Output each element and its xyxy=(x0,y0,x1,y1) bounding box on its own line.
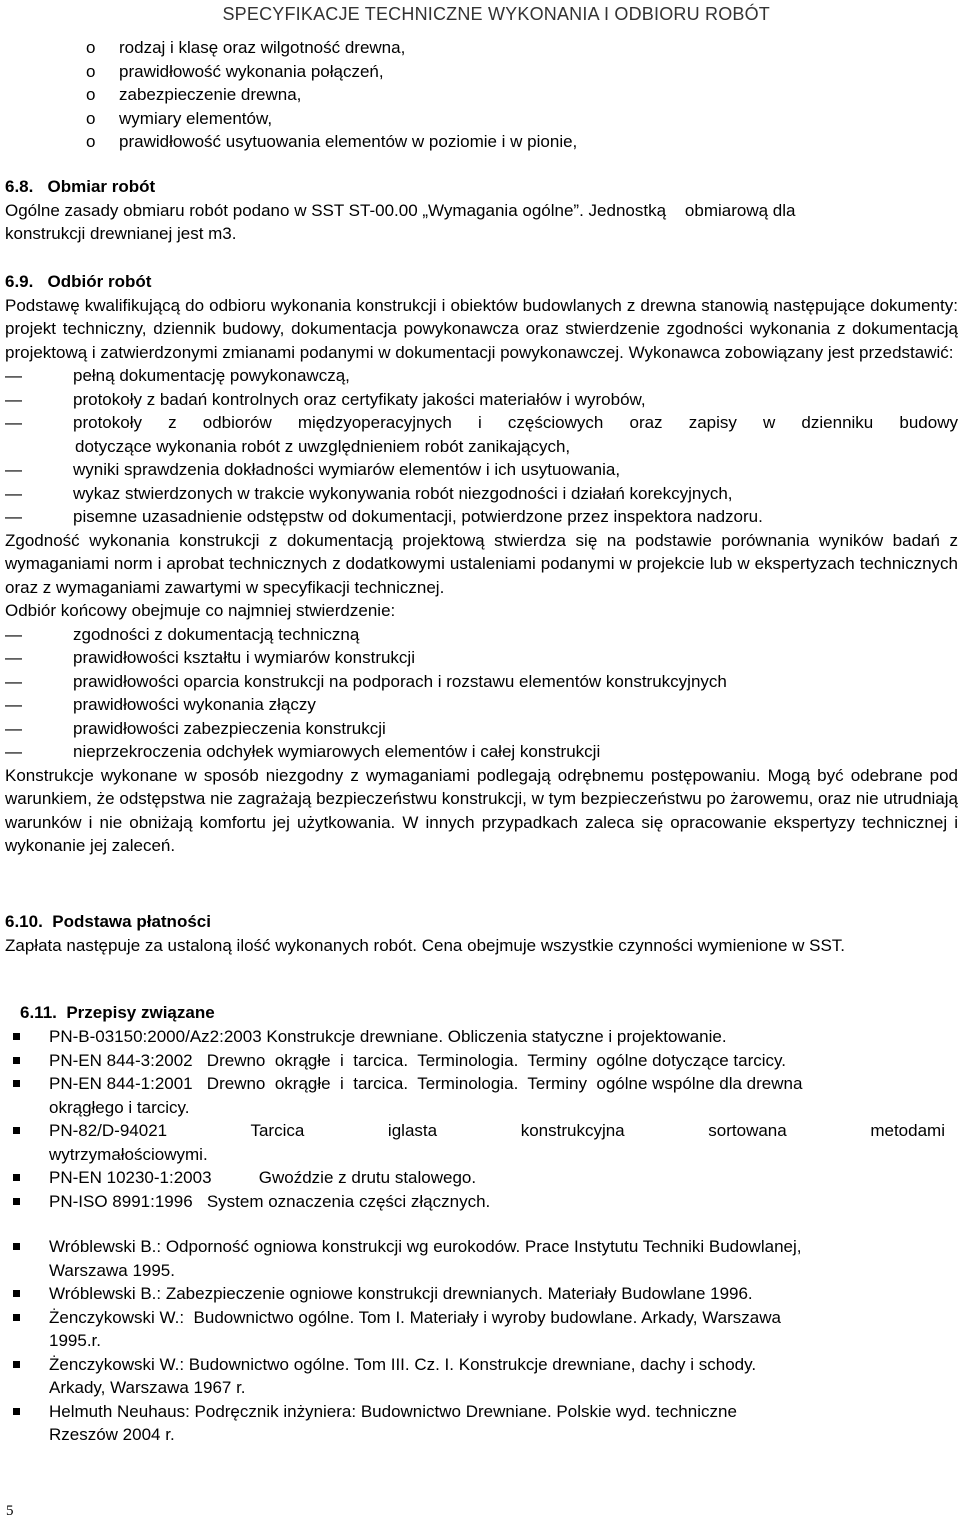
list-item xyxy=(5,1166,945,1190)
square-bullet-icon xyxy=(5,1072,49,1119)
square-bullet-icon xyxy=(5,1235,49,1282)
list-item-continuation: Rzeszów 2004 r. xyxy=(49,1425,175,1444)
dash-marker: — xyxy=(5,507,22,526)
paragraph: Podstawę kwalifikującą do odbioru wykonania konstrukcji i obiektów budowlanych z drewna stanowią następujące dokumenty: projekt techniczny, dziennik budowy, dokumentacja powykonawcza oraz stwierdzenie zgodności wykonania z dokumentacją projektową i zatwierdzonymi zmianami podanymi w dokumentacji powykonawczej. Wykonawca zobowiązany jest przedstawić: xyxy=(5,295,958,362)
list-item xyxy=(86,60,786,84)
square-bullet-icon xyxy=(5,1306,49,1353)
list-item xyxy=(5,1400,945,1447)
list-item-text: zgodności z dokumentacją techniczną xyxy=(73,624,360,644)
section-heading: 6.8. Obmiar robót xyxy=(5,177,156,196)
list-item xyxy=(5,364,958,388)
list-item-text: Wróblewski B.: Odporność ogniowa konstrukcji wg eurokodów. Prace Instytutu Techniki Budowlanej, xyxy=(49,1237,802,1256)
list-item-text: zabezpieczenie drewna, xyxy=(119,85,302,104)
list-item xyxy=(5,388,958,412)
list-item-text: Żenczykowski W.: Budownictwo ogólne. Tom I. Materiały i wyroby budowlane. Arkady, Warszawa xyxy=(49,1307,781,1327)
square-bullet-icon xyxy=(5,1119,49,1166)
list-item xyxy=(5,717,958,741)
list-item-text: PN-B-03150:2000/Az2:2003 Konstrukcje drewniane. Obliczenia statyczne i projektowanie. xyxy=(49,1027,727,1046)
list-item xyxy=(5,1025,945,1049)
list-item xyxy=(5,1072,945,1119)
bullet-marker: o xyxy=(86,108,96,128)
dash-marker: — xyxy=(5,460,22,479)
list-item-text: prawidłowości oparcia konstrukcji na podporach i rozstawu elementów konstrukcyjnych xyxy=(73,671,727,691)
bullet-marker: o xyxy=(86,85,96,104)
list-item-text: nieprzekroczenia odchyłek wymiarowych elementów i całej konstrukcji xyxy=(73,742,601,761)
dash-marker: — xyxy=(5,366,22,385)
list-item-text: prawidłowości wykonania złączy xyxy=(73,695,316,714)
list-item-text: Żenczykowski W.: Budownictwo ogólne. Tom III. Cz. I. Konstrukcje drewniane, dachy i schody. xyxy=(49,1354,757,1374)
list-item-text: PN-82/D-94021 Tarcica iglasta konstrukcyjna sortowana metodami xyxy=(49,1121,945,1140)
final-inspection-list xyxy=(5,623,958,764)
dash-marker: — xyxy=(5,389,22,409)
list-item xyxy=(5,1190,945,1214)
paragraph: Konstrukcje wykonane w sposób niezgodny z wymaganiami podlegają odrębnemu postępowaniu. Mogą być odebrane pod warunkiem, że odstępstwa nie zagrażają bezpieczeństwu konstrukcji, w tym bezpieczeństwu po żarowemu, oraz nie utrudniają warunków i nie obniżają komfortu jej użytkowania. W innych przypadkach zaleca się opracowanie ekspertyzy technicznej i wykonanie jej zaleceń. xyxy=(5,765,958,855)
list-item-body xyxy=(49,1049,945,1073)
list-item-text: wyniki sprawdzenia dokładności wymiarów elementów i ich usytuowania, xyxy=(73,460,621,479)
bullet-marker: o xyxy=(86,61,96,81)
list-item-body xyxy=(49,1072,945,1119)
square-bullet-icon xyxy=(5,1353,49,1400)
section-heading: 6.10. Podstawa płatności xyxy=(5,912,211,931)
list-item xyxy=(86,83,786,107)
dash-marker: — xyxy=(5,648,22,667)
list-item-text: prawidłowość wykonania połączeń, xyxy=(119,61,384,81)
paragraph: konstrukcji drewnianej jest m3. xyxy=(5,224,237,243)
list-item-text: pisemne uzasadnienie odstępstw od dokumentacji, potwierdzone przez inspektora nadzoru. xyxy=(73,507,763,526)
list-item xyxy=(5,1119,945,1166)
page-number: 5 xyxy=(6,1503,14,1519)
square-bullet-icon xyxy=(5,1166,49,1190)
list-item xyxy=(5,1282,945,1306)
list-item xyxy=(86,36,786,60)
square-bullet-icon xyxy=(5,1400,49,1447)
list-item-text: protokoły z odbiorów międzyoperacyjnych i częściowych oraz zapisy w dzienniku budowy xyxy=(73,413,958,432)
list-item-text: prawidłowości kształtu i wymiarów konstrukcji xyxy=(73,648,415,667)
list-item-text: prawidłowości zabezpieczenia konstrukcji xyxy=(73,718,386,738)
references-list xyxy=(5,1235,945,1447)
square-bullet-icon xyxy=(5,1282,49,1306)
list-item-body xyxy=(49,1282,945,1306)
section-6-10 xyxy=(5,910,958,957)
list-item xyxy=(5,740,958,764)
list-item-continuation: dotyczące wykonania robót z uwzględnieniem robót zanikających, xyxy=(75,436,571,456)
list-item-text: prawidłowość usytuowania elementów w poziomie i w pionie, xyxy=(119,132,578,151)
list-item xyxy=(5,693,958,717)
list-item-body xyxy=(49,1306,945,1353)
list-item xyxy=(5,623,958,647)
list-item-text: wymiary elementów, xyxy=(119,108,273,128)
list-item-continuation: Arkady, Warszawa 1967 r. xyxy=(49,1378,246,1397)
list-item-text: PN-EN 10230-1:2003 Gwoździe z drutu stalowego. xyxy=(49,1168,477,1187)
list-item-body xyxy=(49,1353,945,1400)
section-6-9 xyxy=(5,270,958,858)
square-bullet-icon xyxy=(5,1025,49,1049)
paragraph: Ogólne zasady obmiaru robót podano w SST ST-00.00 „Wymagania ogólne”. Jednostką obmiarową dla xyxy=(5,200,796,220)
paragraph: Odbiór końcowy obejmuje co najmniej stwierdzenie: xyxy=(5,601,396,620)
list-item-continuation: wytrzymałościowymi. xyxy=(49,1144,208,1164)
list-item xyxy=(5,1049,945,1073)
list-item-body xyxy=(49,1235,945,1282)
list-item xyxy=(5,411,958,435)
list-item-continuation: Warszawa 1995. xyxy=(49,1260,175,1280)
paragraph: Zgodność wykonania konstrukcji z dokumentacją projektową stwierdza się na podstawie porównania wyników badań z wymaganiami norm i aprobat technicznych z dodatkowymi ustaleniami podanymi w projekcie lub w ekspertyzach technicznych oraz z wymaganiami zawartymi w specyfikacji technicznej. xyxy=(5,530,958,597)
list-item xyxy=(5,1235,945,1282)
dash-marker: — xyxy=(5,671,22,691)
list-item xyxy=(5,458,958,482)
documents-list xyxy=(5,364,958,529)
list-item-continuation: okrągłego i tarcicy. xyxy=(49,1097,190,1117)
list-item-text: wykaz stwierdzonych w trakcie wykonywania robót niezgodności i działań korekcyjnych, xyxy=(73,483,733,503)
list-item-body xyxy=(49,1400,945,1447)
list-item-continuation: 1995.r. xyxy=(49,1331,101,1350)
section-heading: 6.11. Przepisy związane xyxy=(20,1003,215,1022)
list-item-body xyxy=(49,1190,945,1214)
list-item xyxy=(5,505,958,529)
dash-marker: — xyxy=(5,695,22,714)
list-item-text: pełną dokumentację powykonawczą, xyxy=(73,366,350,385)
bullet-marker: o xyxy=(86,38,96,57)
standards-list xyxy=(5,1025,945,1213)
list-item-text: PN-EN 844-3:2002 Drewno okrągłe i tarcica. Terminologia. Terminy ogólne dotyczące tarcicy. xyxy=(49,1050,787,1070)
list-item xyxy=(5,646,958,670)
list-item-body xyxy=(49,1119,945,1166)
dash-marker: — xyxy=(5,718,22,738)
list-item-text: rodzaj i klasę oraz wilgotność drewna, xyxy=(119,38,406,57)
page-header: SPECYFIKACJE TECHNICZNE WYKONANIA I ODBIORU ROBÓT xyxy=(222,4,770,24)
dash-marker: — xyxy=(5,483,22,503)
dash-marker: — xyxy=(5,413,22,432)
list-item xyxy=(86,107,786,131)
list-item xyxy=(5,670,958,694)
list-item xyxy=(5,1353,945,1400)
paragraph: Zapłata następuje za ustaloną ilość wykonanych robót. Cena obejmuje wszystkie czynności wymienione w SST. xyxy=(5,935,846,955)
list-item-body xyxy=(49,1025,945,1049)
list-item-text: protokoły z badań kontrolnych oraz certyfikaty jakości materiałów i wyrobów, xyxy=(73,389,646,409)
list-item-text: Helmuth Neuhaus: Podręcznik inżyniera: Budownictwo Drewniane. Polskie wyd. techniczne xyxy=(49,1401,737,1421)
section-6-11 xyxy=(20,1001,945,1025)
section-heading: 6.9. Odbiór robót xyxy=(5,272,152,291)
dash-marker: — xyxy=(5,742,22,761)
square-bullet-icon xyxy=(5,1190,49,1214)
check-list xyxy=(86,36,786,154)
list-item xyxy=(5,482,958,506)
list-item-text: Wróblewski B.: Zabezpieczenie ogniowe konstrukcji drewnianych. Materiały Budowlane 1996. xyxy=(49,1284,753,1303)
list-item xyxy=(5,1306,945,1353)
bullet-marker: o xyxy=(86,132,96,151)
list-item-body xyxy=(49,1166,945,1190)
square-bullet-icon xyxy=(5,1049,49,1073)
section-6-8 xyxy=(5,175,958,246)
list-item-text: PN-EN 844-1:2001 Drewno okrągłe i tarcica. Terminologia. Terminy ogólne wspólne dla drewna xyxy=(49,1074,803,1093)
dash-marker: — xyxy=(5,624,22,644)
list-item-text: PN-ISO 8991:1996 System oznaczenia części złącznych. xyxy=(49,1191,491,1211)
list-item xyxy=(86,130,786,154)
